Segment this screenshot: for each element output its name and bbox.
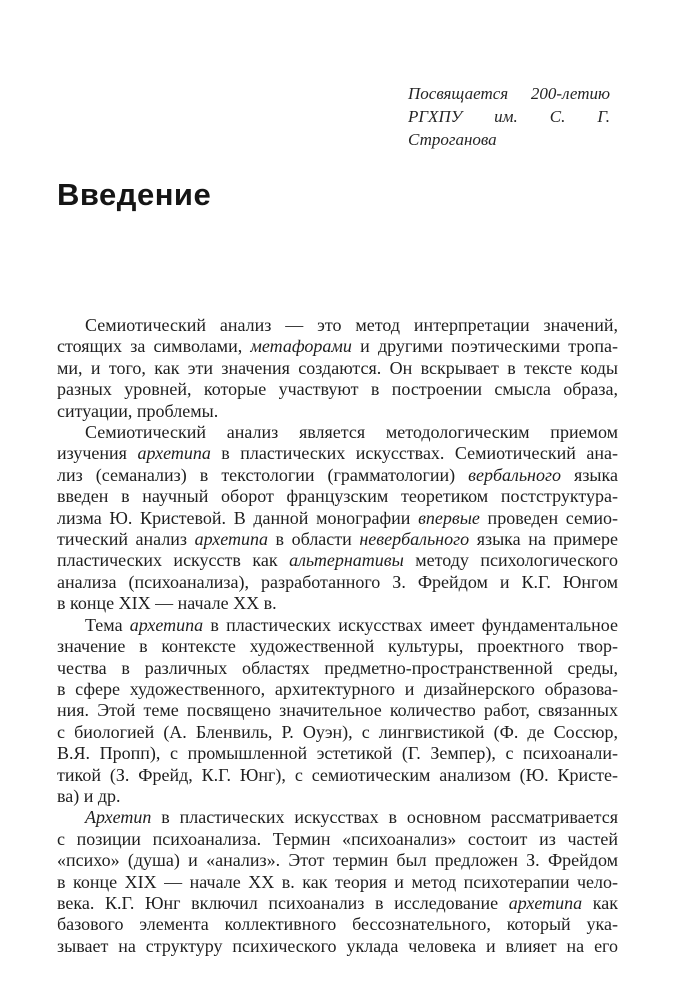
page-content bbox=[0, 82, 675, 957]
text-segment: ния. Этой теме посвящено значительное количество работ, связанных bbox=[57, 700, 618, 721]
text-line bbox=[57, 615, 618, 636]
text-line bbox=[57, 786, 618, 807]
text-line bbox=[57, 336, 618, 357]
text-segment: «психо» (душа) и «анализ». Этот термин был предложен З. Фрейдом bbox=[57, 850, 618, 871]
text-segment: зывает на структуру психического уклада человека и влияет на его bbox=[57, 935, 618, 956]
italic-text-segment: архетипа bbox=[508, 892, 583, 913]
text-segment: стоящих за символами, bbox=[57, 336, 251, 357]
dedication-line: РГХПУ им. С. Г. Строганова bbox=[408, 107, 610, 149]
text-line bbox=[57, 486, 618, 507]
text-segment: ва) и др. bbox=[57, 785, 121, 806]
text-line bbox=[57, 700, 618, 721]
dedication-line: Посвящается 200-летию bbox=[408, 84, 610, 103]
text-segment: Семиотический анализ — это метод интерпретации значений, bbox=[85, 315, 618, 335]
text-segment: проведен семио- bbox=[479, 507, 618, 528]
text-segment: Тема bbox=[85, 614, 130, 635]
text-line bbox=[57, 358, 618, 379]
italic-text-segment: архетипа bbox=[194, 529, 268, 550]
text-segment: в пластических искусствах. Семиотический ана- bbox=[210, 443, 618, 464]
text-line bbox=[57, 529, 618, 550]
text-segment: изучения bbox=[57, 443, 138, 464]
text-segment: как bbox=[582, 892, 618, 913]
text-line bbox=[57, 508, 618, 529]
text-line bbox=[57, 743, 618, 764]
text-segment: в сфере художественного, архитектурного и дизайнерского образова- bbox=[57, 678, 618, 699]
text-line bbox=[57, 893, 618, 914]
text-segment: с биологией (А. Бленвиль, Р. Оуэн), с лингвистикой (Ф. де Соссюр, bbox=[57, 721, 618, 742]
text-line bbox=[57, 829, 618, 850]
text-segment: разных уровней, которые участвуют в построении смысла образа, bbox=[57, 379, 618, 400]
text-line bbox=[57, 658, 618, 679]
text-segment: базового элемента коллективного бессознательного, который ука- bbox=[57, 914, 618, 935]
text-line bbox=[57, 443, 618, 464]
italic-text-segment: впервые bbox=[418, 507, 480, 528]
italic-text-segment: архетипа bbox=[137, 443, 211, 464]
italic-text-segment: метафорами bbox=[250, 336, 352, 357]
text-segment: с позиции психоанализа. Термин «психоанализ» состоит из частей bbox=[57, 828, 618, 849]
text-segment: ситуации, проблемы. bbox=[57, 400, 219, 421]
text-segment: лизма Ю. Кристевой. В данной монографии bbox=[57, 507, 419, 528]
text-segment: языка bbox=[561, 464, 618, 485]
text-segment: в конце XIX — начале XX в. как теория и метод психотерапии чело- bbox=[57, 871, 618, 892]
text-line bbox=[57, 401, 618, 422]
text-segment: введен в научный оборот французским теоретиком постструктура- bbox=[57, 486, 618, 507]
text-line bbox=[57, 422, 618, 443]
text-line bbox=[57, 914, 618, 935]
text-segment: ми, и того, как эти значения создаются. Он вскрывает в тексте коды bbox=[57, 357, 618, 378]
text-line bbox=[57, 572, 618, 593]
text-segment: тический анализ bbox=[57, 529, 195, 550]
text-segment: пластических искусств как bbox=[57, 550, 290, 571]
text-segment: чества в различных областях предметно-пространственной среды, bbox=[57, 657, 618, 678]
text-line bbox=[57, 936, 618, 957]
text-segment: В.Я. Пропп), с промышленной эстетикой (Г. Земпер), с психоанали- bbox=[57, 743, 618, 764]
text-line bbox=[57, 679, 618, 700]
text-line bbox=[57, 807, 618, 828]
italic-text-segment: вербального bbox=[468, 464, 561, 485]
text-segment: тикой (З. Фрейд, К.Г. Юнг), с семиотическим анализом (Ю. Кристе- bbox=[57, 764, 618, 785]
dedication bbox=[408, 82, 610, 151]
text-line bbox=[57, 765, 618, 786]
text-line bbox=[57, 636, 618, 657]
italic-text-segment: Архетип bbox=[85, 807, 152, 828]
italic-text-segment: невербального bbox=[359, 529, 470, 550]
text-segment: лиз (семанализ) в текстологии (грамматологии) bbox=[57, 464, 469, 485]
text-segment: методу психологического bbox=[403, 550, 618, 571]
italic-text-segment: альтернативы bbox=[289, 550, 404, 571]
text-segment: в области bbox=[268, 529, 360, 550]
paragraph bbox=[57, 807, 618, 957]
text-segment: в пластических искусствах имеет фундаментальное bbox=[203, 614, 618, 635]
text-line bbox=[57, 593, 618, 614]
chapter-heading: Введение bbox=[57, 177, 212, 212]
text-segment: Семиотический анализ является методологическим приемом bbox=[85, 422, 618, 443]
text-line bbox=[57, 850, 618, 871]
paragraph bbox=[57, 615, 618, 808]
text-line bbox=[57, 872, 618, 893]
text-segment: анализа (психоанализа), разработанного З. Фрейдом и К.Г. Юнгом bbox=[57, 571, 618, 592]
text-line bbox=[57, 550, 618, 571]
text-line bbox=[57, 315, 618, 336]
paragraph bbox=[57, 422, 618, 615]
text-segment: века. К.Г. Юнг включил психоанализ в исследование bbox=[57, 892, 509, 913]
text-line bbox=[57, 722, 618, 743]
text-segment: и другими поэтическими тропа- bbox=[351, 336, 618, 357]
body-paragraphs bbox=[57, 315, 618, 957]
text-segment: в пластических искусствах в основном рассматривается bbox=[151, 807, 618, 828]
text-segment: языка на примере bbox=[469, 529, 619, 550]
text-segment: значение в контексте художественной культуры, проектного твор- bbox=[57, 636, 618, 657]
text-line bbox=[57, 379, 618, 400]
paragraph bbox=[57, 315, 618, 422]
text-segment: в конце XIX — начале XX в. bbox=[57, 593, 277, 614]
italic-text-segment: архетипа bbox=[129, 614, 204, 635]
text-line bbox=[57, 465, 618, 486]
